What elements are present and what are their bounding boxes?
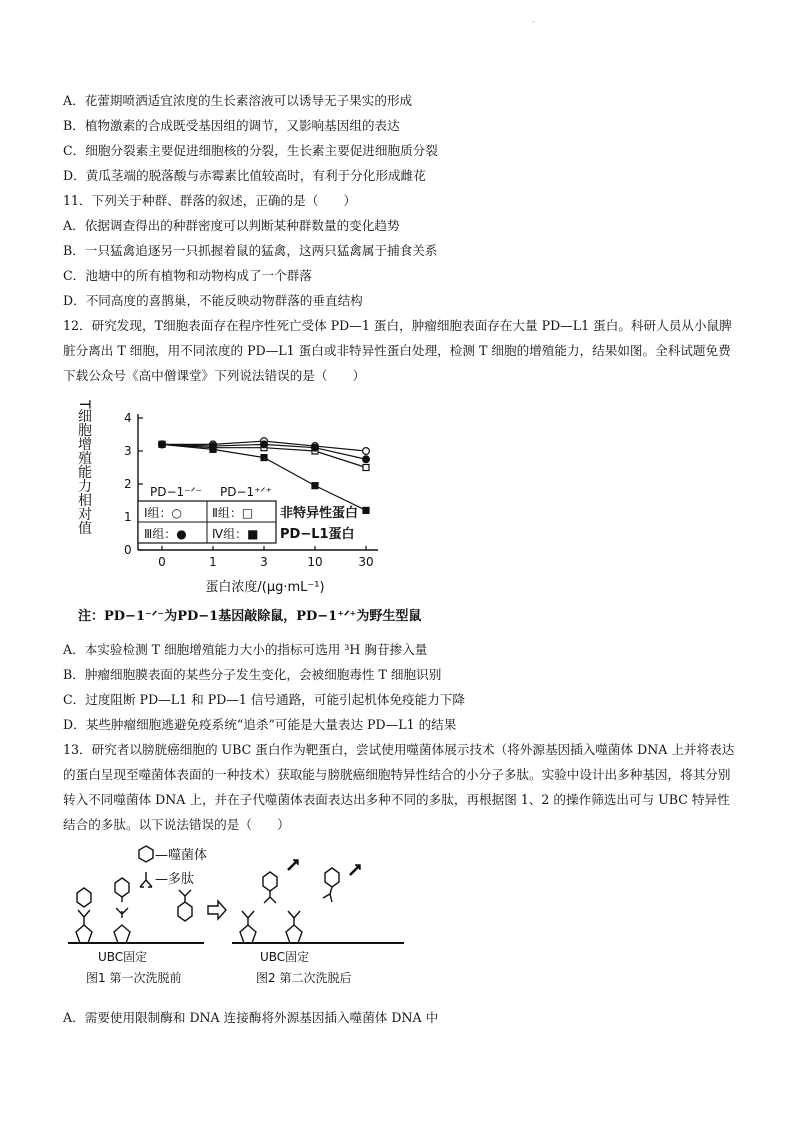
y-tick-label: 3 [124, 444, 132, 458]
y-tick-label: 4 [124, 411, 132, 425]
q11-option-d: D．不同高度的喜鹊巢，不能反映动物群落的垂直结构 [63, 293, 363, 308]
legend-peptide-icon [140, 872, 152, 887]
q13-figure [60, 840, 420, 990]
data-point [261, 441, 268, 448]
legend-col2-header: PD−1⁺ᐟ⁺ [220, 485, 272, 499]
fig1-ubc-label: UBC固定 [98, 950, 148, 964]
data-point [312, 483, 318, 489]
q12-option-a: A．本实验检测 T 细胞增殖能力大小的指标可选用 ³H 胸苷掺入量 [63, 642, 428, 657]
fig1-phage-free [178, 890, 192, 921]
data-point [363, 456, 370, 463]
fig2-phage-left [263, 860, 298, 903]
q13-stem: 13．研究者以膀胱癌细胞的 UBC 蛋白作为靶蛋白，尝试使用噬菌体展示技术（将外源基因插入噬菌体 DNA 上并将表达的蛋白呈现至噬菌体表面的一种技术）获取能与膀胱癌细胞特异性结合的小分子多肽。实验中设计出多种基因，将其分别转入不同噬菌体 DNA 上，并在子代噬菌体表面表达出多种不同的多肽，再根据图 1、2 的操作筛选出可与 UBC 特异性结合的多肽。以下说法错误的是（ ） [63, 742, 735, 832]
y-tick-label: 1 [124, 510, 132, 524]
legend-group4: Ⅳ组：■ [212, 527, 259, 541]
legend-row2-label: PD−L1蛋白 [280, 527, 355, 542]
data-point [312, 444, 319, 451]
data-point [210, 446, 216, 452]
legend-phage-icon [139, 846, 153, 862]
q12-option-b: B．肿瘤细胞膜表面的某些分子发生变化，会被细胞毒性 T 细胞识别 [63, 667, 442, 682]
x-tick-label: 10 [307, 555, 323, 569]
legend-peptide-label: —多肽 [155, 872, 195, 887]
y-tick-label: 2 [124, 477, 132, 491]
x-tick-label: 30 [358, 555, 374, 569]
q12-figure-note: 注：PD−1⁻ᐟ⁻为PD−1基因敲除鼠，PD−1⁺ᐟ⁺为野生型鼠 [78, 609, 422, 624]
fig1-ubc-2 [114, 878, 130, 943]
q10-option-a: A．花蕾期喷洒适宜浓度的生长素溶液可以诱导无子果实的形成 [63, 93, 413, 108]
q10-option-c: C．细胞分裂素主要促进细胞核的分裂，生长素主要促进细胞质分裂 [63, 143, 438, 158]
legend-row1-label: 非特异性蛋白 [280, 506, 359, 521]
y-axis-label: T细胞增殖能力相对值 [76, 400, 92, 535]
process-arrow-icon [208, 901, 226, 919]
q11-option-b: B．一只猛禽追逐另一只抓握着鼠的猛禽，这两只猛禽属于捕食关系 [63, 243, 438, 258]
fig1-caption: 图1 第一次洗脱前 [86, 971, 182, 985]
legend-group3: Ⅲ组：● [144, 527, 187, 541]
fig2-caption: 图2 第二次洗脱后 [256, 971, 352, 985]
q12-option-d: D．某些肿瘤细胞逃避免疫系统“追杀”可能是大量表达 PD—L1 的结果 [63, 717, 457, 732]
x-tick-label: 3 [260, 555, 268, 569]
q12-chart [70, 392, 500, 602]
data-point [261, 455, 267, 461]
x-tick-label: 0 [158, 555, 166, 569]
data-point [363, 507, 369, 513]
data-point [159, 441, 165, 447]
fig2-ubc-2 [286, 911, 302, 943]
fig2-ubc-1 [240, 911, 256, 943]
q12-stem: 12．研究发现，T细胞表面存在程序性死亡受体 PD—1 蛋白，肿瘤细胞表面存在大量 PD—L1 蛋白。科研人员从小鼠脾脏分离出 T 细胞，用不同浓度的 PD—L1 蛋白或非特异性蛋白处理，检测 T 细胞的增殖能力，结果如图。全科试题免费下载公众号《高中僧课堂》下列说法错误的是（ ） [63, 318, 732, 383]
fig1-ubc-1 [76, 888, 92, 943]
top-mark: · [532, 18, 535, 27]
data-point [363, 465, 369, 471]
legend-phage-label: —噬菌体 [155, 848, 208, 863]
q11-option-c: C．池塘中的所有植物和动物构成了一个群落 [63, 268, 312, 283]
y-tick-label: 0 [124, 543, 132, 557]
q10-option-b: B．植物激素的合成既受基因组的调节，又影响基因组的表达 [63, 118, 400, 133]
q11-stem: 11．下列关于种群、群落的叙述，正确的是（ ） [63, 193, 357, 208]
legend-col1-header: PD−1⁻ᐟ⁻ [150, 485, 202, 499]
q13-option-a: A．需要使用限制酶和 DNA 连接酶将外源基因插入噬菌体 DNA 中 [63, 1010, 439, 1025]
fig2-phage-right [323, 865, 360, 902]
q11-option-a: A．依据调查得出的种群密度可以判断某种群数量的变化趋势 [63, 218, 400, 233]
x-axis-label: 蛋白浓度/(μg·mL⁻¹) [205, 580, 325, 595]
data-point [363, 448, 370, 455]
q12-option-c: C．过度阻断 PD—L1 和 PD—1 信号通路，可能引起机体免疫能力下降 [63, 692, 466, 707]
x-tick-label: 1 [209, 555, 217, 569]
fig2-ubc-label: UBC固定 [260, 950, 310, 964]
legend-group1: Ⅰ组：○ [144, 506, 183, 520]
q10-option-d: D．黄瓜茎端的脱落酸与赤霉素比值较高时，有利于分化形成雌花 [63, 168, 426, 183]
legend-group2: Ⅱ组：□ [212, 506, 254, 520]
